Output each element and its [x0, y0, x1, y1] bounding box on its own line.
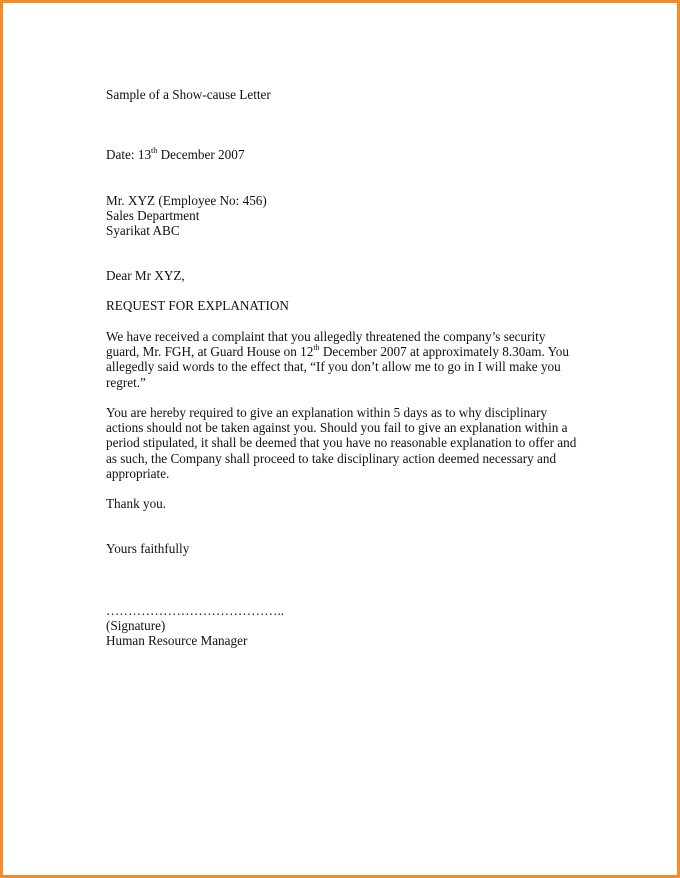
- paragraph-text: guard, Mr. FGH, at Guard House on 12: [106, 344, 314, 360]
- paragraph-line: We have received a complaint that you allegedly threatened the company’s security: [106, 329, 546, 344]
- paragraph-requirement: [106, 405, 596, 481]
- date-suffix: th: [151, 145, 158, 155]
- paragraph-line: appropriate.: [106, 465, 170, 481]
- ordinal-suffix: th: [313, 342, 320, 352]
- recipient-name: Mr. XYZ (Employee No: 456): [106, 193, 267, 208]
- closing-line: Yours faithfully: [106, 541, 190, 556]
- letter-heading: Sample of a Show-cause Letter: [106, 87, 271, 102]
- salutation: Dear Mr XYZ,: [106, 268, 185, 283]
- paragraph-line: You are hereby required to give an explanation within 5 days as to why disciplinary: [106, 405, 548, 420]
- letter-date: [106, 147, 244, 162]
- paragraph-line: [106, 344, 596, 359]
- paragraph-line: regret.”: [106, 374, 146, 390]
- paragraph-line: period stipulated, it shall be deemed that you have no reasonable explanation to offer and: [106, 435, 577, 451]
- thanks-line: Thank you.: [106, 496, 167, 511]
- date-label: Date: 13: [106, 147, 152, 162]
- paragraph-line: as such, the Company shall proceed to take disciplinary action deemed necessary and: [106, 450, 557, 466]
- subject-line: REQUEST FOR EXPLANATION: [106, 298, 289, 313]
- paragraph-line: actions should not be taken against you. Should you fail to give an explanation within a: [106, 420, 568, 436]
- paragraph-text: December 2007 at approximately 8.30am. You: [319, 344, 569, 360]
- date-rest: December 2007: [157, 147, 245, 162]
- paragraph-complaint: [106, 329, 596, 390]
- paragraph-line: allegedly said words to the effect that, “If you don’t allow me to go in I will make you: [106, 359, 561, 375]
- signer-title: Human Resource Manager: [106, 633, 248, 648]
- signature-line: …………………………………..: [106, 603, 285, 618]
- recipient-department: Sales Department: [106, 208, 200, 223]
- recipient-company: Syarikat ABC: [106, 223, 180, 238]
- signature-label: (Signature): [106, 618, 166, 633]
